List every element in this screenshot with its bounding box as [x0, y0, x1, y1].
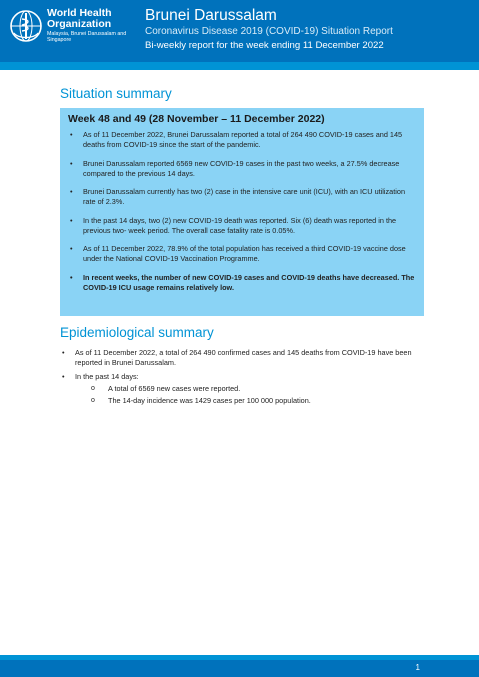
circle-bullet-icon: o	[91, 385, 95, 392]
who-emblem-icon	[9, 9, 43, 43]
bullet-icon: •	[70, 130, 73, 139]
situation-summary-box	[60, 108, 424, 316]
summary-bullet-text: In the past 14 days, two (2) new COVID-19 death was reported. Six (6) death was reported in the previous two- week period. The overall case fatality rate is 0.05%.	[83, 215, 397, 235]
org-name: World Health Organization	[47, 7, 112, 30]
bullet-icon: •	[62, 372, 65, 381]
page-footer	[0, 660, 479, 677]
epi-sub-bullet-text: The 14-day incidence was 1429 cases per 100 000 population.	[108, 396, 311, 405]
epi-sub-bullet	[75, 396, 430, 406]
epi-bullet-text: As of 11 December 2022, a total of 264 490 confirmed cases and 145 deaths from COVID-19 have been reported in Brunei Darussalam.	[75, 348, 412, 367]
epi-sub-bullet-text: A total of 6569 new cases were reported.	[108, 384, 241, 393]
epi-sub-list	[75, 384, 430, 406]
bullet-icon: •	[70, 244, 73, 253]
circle-bullet-icon: o	[91, 397, 95, 404]
epi-sub-bullet	[75, 384, 430, 394]
summary-bullet-text: In recent weeks, the number of new COVID-19 cases and COVID-19 deaths have decreased. The COVID-19 ICU usage remains relatively low.	[83, 272, 415, 292]
epi-bullet-list	[60, 348, 430, 410]
epidemiological-summary-heading: Epidemiological summary	[60, 325, 214, 340]
bullet-icon: •	[70, 215, 73, 225]
page-number: 1	[415, 663, 420, 672]
summary-bullet-text: Brunei Darussalam currently has two (2) case in the intensive care unit (ICU), with an ICU utilization rate of 2.3%.	[83, 187, 406, 206]
report-header	[0, 0, 479, 62]
summary-bullet	[68, 159, 418, 179]
org-subtitle: Malaysia, Brunei Darussalam and Singapore	[47, 31, 127, 44]
summary-bullet-key-message	[68, 273, 418, 293]
report-title: Brunei Darussalam	[145, 7, 277, 24]
bullet-icon: •	[70, 158, 73, 168]
header-stripe	[0, 62, 479, 70]
summary-box-title: Week 48 and 49 (28 November – 11 December 2022)	[68, 113, 325, 125]
epi-bullet-text: In the past 14 days:	[75, 372, 139, 381]
epi-bullet	[60, 348, 430, 368]
summary-bullet-text: As of 11 December 2022, Brunei Darussalam reported a total of 264 490 COVID-19 cases and 145 deaths from COVID-19 since the start of the pandemic.	[83, 130, 403, 149]
report-period: Bi-weekly report for the week ending 11 December 2022	[145, 40, 384, 51]
summary-bullet	[68, 216, 418, 236]
situation-summary-heading: Situation summary	[60, 86, 172, 101]
report-subtitle: Coronavirus Disease 2019 (COVID-19) Situation Report	[145, 26, 393, 37]
summary-bullet-text: As of 11 December 2022, 78.9% of the total population has received a third COVID-19 vaccine dose under the National COVID-19 Vaccination Programme.	[83, 244, 406, 263]
bullet-icon: •	[70, 272, 73, 282]
summary-bullet-list	[68, 130, 418, 301]
summary-bullet-text: Brunei Darussalam reported 6569 new COVID-19 cases in the past two weeks, a 27.5% decrease compared to the previous 14 days.	[83, 158, 400, 178]
bullet-icon: •	[62, 348, 65, 357]
epi-bullet	[60, 372, 430, 406]
summary-bullet	[68, 187, 418, 207]
summary-bullet	[68, 130, 418, 150]
summary-bullet	[68, 244, 418, 264]
bullet-icon: •	[70, 187, 73, 196]
